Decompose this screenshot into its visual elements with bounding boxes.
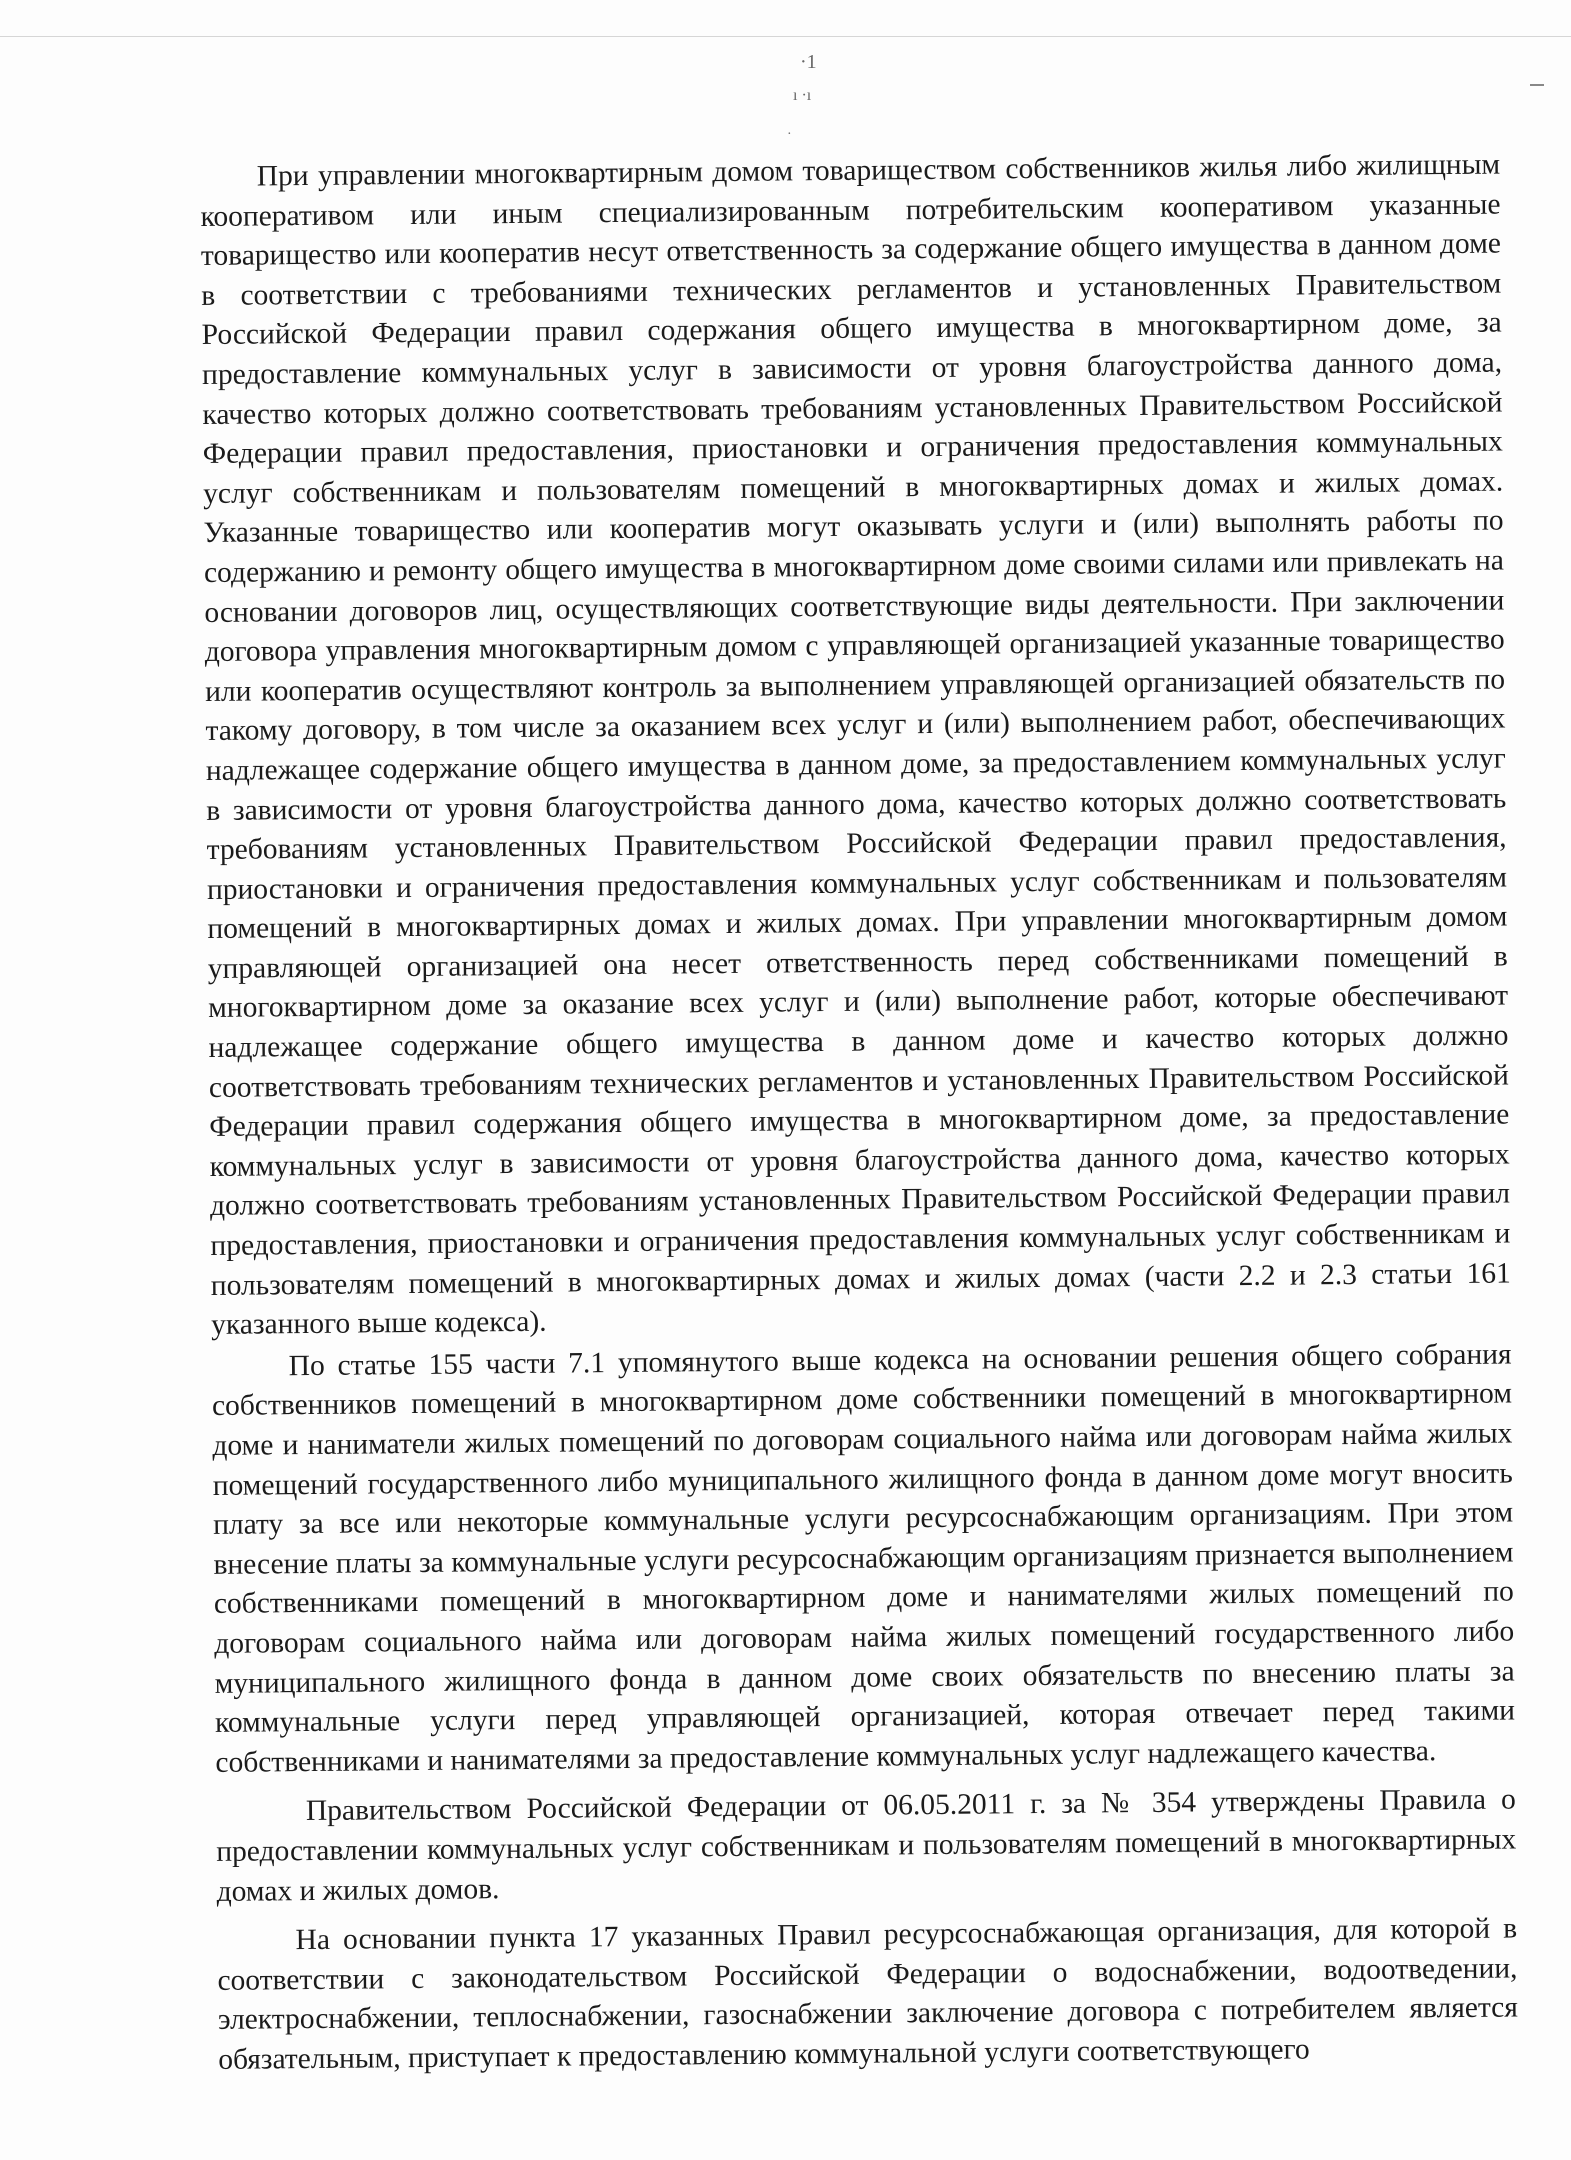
paragraph: На основании пункта 17 указанных Правил ресурсоснабжающая организация, для которой в соответствии с законодательством Российской Федерации о водоснабжении, водоотведении, электроснабжении, теплоснабжении, газоснабжении заключение договора с потребителем является обязательным, приступает к предоставлению коммунальной услуги соответствующего: [216, 1912, 1518, 2076]
page-mark: ı ·ı: [793, 87, 812, 104]
paragraph: Правительством Российской Федерации от 06.05.2011 г. за № 354 утверждены Правила о предоставлении коммунальных услуг собственникам и пользователям помещений в многоквартирных домах и жилых домов.: [215, 1783, 1517, 1908]
page-mark: ·: [787, 127, 792, 142]
page-mark: ·1: [800, 51, 817, 73]
paragraph: По статье 155 части 7.1 упомянутого выше кодекса на основании решения общего собрания собственников помещений в многоквартирном доме собственники помещений в многоквартирном доме и наниматели жилых помещений по договорам социального найма или договорам найма жилых помещений государственного либо муниципального жилищного фонда в данном доме могут вносить плату за все или некоторые коммунальные услуги ресурсоснабжающим организациям. При этом внесение платы за коммунальные услуги ресурсоснабжающим организациям признается выполнением собственниками помещений в многоквартирном доме и нанимателями жилых помещений по договорам социального найма или договорам найма жилых помещений государственного либо муниципального жилищного фонда в данном доме своих обязательств по внесению платы за коммунальные услуги перед управляющей организацией, которая отвечает перед такими собственниками и нанимателями за предоставление коммунальных услуг надлежащего качества.: [211, 1338, 1516, 1779]
document-body: [200, 146, 1518, 2081]
scan-top-edge: [0, 36, 1571, 37]
paragraph: При управлении многоквартирным домом товариществом собственников жилья либо жилищным кооперативом или иным специализированным потребительским кооперативом указанные товарищество или кооператив несут ответственность за содержание общего имущества в данном доме в соответствии с требованиями технических регламентов и установленных Правительством Российской Федерации правил содержания общего имущества в многоквартирном доме, за предоставление коммунальных услуг в зависимости от уровня благоустройства данного дома, качество которых должно соответствовать требованиям установленных Правительством Российской Федерации правил предоставления, приостановки и ограничения предоставления коммунальных услуг собственникам и пользователям помещений в многоквартирных домах и жилых домах. Указанные товарищество или кооператив могут оказывать услуги и (или) выполнять работы по содержанию и ремонту общего имущества в многоквартирном доме своими силами или привлекать на основании договоров лиц, осуществляющих соответствующие виды деятельности. При заключении договора управления многоквартирным домом с управляющей организацией указанные товарищество или кооператив осуществляют контроль за выполнением управляющей организацией обязательств по такому договору, в том числе за оказанием всех услуг и (или) выполнением работ, обеспечивающих надлежащее содержание общего имущества в данном доме, за предоставлением коммунальных услуг в зависимости от уровня благоустройства данного дома, качество которых должно соответствовать требованиям установленных Правительством Российской Федерации правил предоставления, приостановки и ограничения предоставления коммунальных услуг собственникам и пользователям помещений в многоквартирных домах и жилых домах. При управлении многоквартирным домом управляющей организацией она несет ответственность перед собственниками помещений в многоквартирном доме за оказание всех услуг и (или) выполнение работ, которые обеспечивают надлежащее содержание общего имущества в данном доме и качество которых должно соответствовать требованиям технических регламентов и установленных Правительством Российской Федерации правил содержания общего имущества в многоквартирном доме, за предоставление коммунальных услуг в зависимости от уровня благоустройства данного дома, качество которых должно соответствовать требованиям установленных Правительством Российской Федерации правил предоставления, приостановки и ограничения предоставления коммунальных услуг собственникам и пользователям помещений в многоквартирных домах и жилых домах (части 2.2 и 2.3 статьи 161 указанного выше кодекса).: [200, 148, 1511, 1342]
margin-tick: [1530, 84, 1544, 86]
